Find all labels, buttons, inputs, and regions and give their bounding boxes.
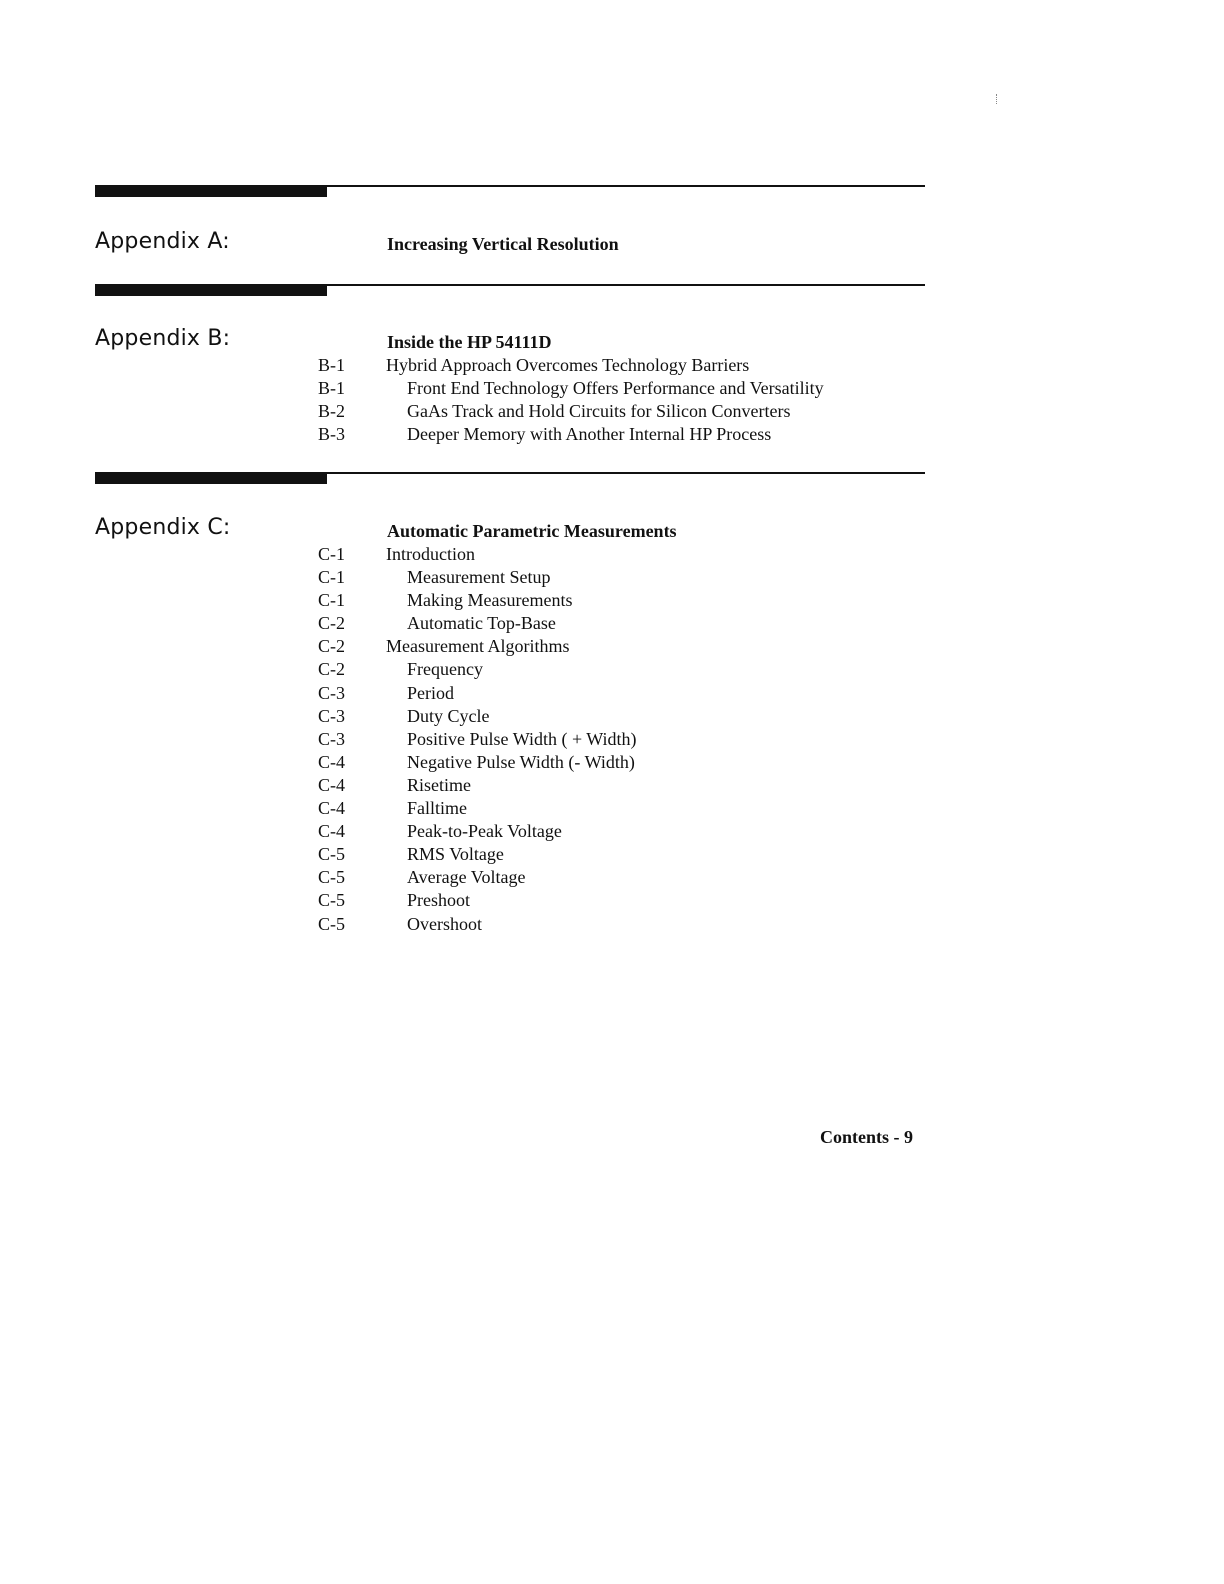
toc-entry — [0, 820, 1224, 843]
toc-page-number: B-2 — [318, 401, 345, 422]
toc-page-number: C-2 — [318, 659, 345, 680]
toc-page-number: C-2 — [318, 613, 345, 634]
toc-entry-title: Deeper Memory with Another Internal HP Process — [407, 424, 772, 445]
toc-page-number: C-5 — [318, 890, 345, 911]
appendix-c-entries — [0, 543, 1224, 936]
appendix-a-label: Appendix A: — [95, 229, 230, 254]
section-rule-b — [95, 284, 925, 296]
toc-entry — [0, 889, 1224, 912]
toc-entry — [0, 635, 1224, 658]
toc-entry-title: Front End Technology Offers Performance and Versatility — [407, 378, 824, 399]
toc-entry — [0, 913, 1224, 936]
toc-page-number: B-3 — [318, 424, 345, 445]
scan-speck — [996, 94, 998, 104]
toc-entry-title: Introduction — [386, 544, 475, 564]
rule-thick-bar — [95, 185, 327, 197]
toc-entry-title: GaAs Track and Hold Circuits for Silicon Converters — [407, 401, 791, 422]
toc-entry — [0, 728, 1224, 751]
toc-entry — [0, 377, 1224, 400]
toc-page-number: C-3 — [318, 705, 345, 726]
section-rule-a — [95, 185, 925, 197]
toc-page-number: C-5 — [318, 867, 345, 888]
toc-entry — [0, 658, 1224, 681]
toc-entry — [0, 589, 1224, 612]
toc-entry — [0, 423, 1224, 446]
toc-entry-title: Peak-to-Peak Voltage — [407, 821, 562, 842]
toc-page-number: B-1 — [318, 355, 345, 375]
toc-entry-title: Measurement Setup — [407, 567, 551, 588]
toc-page-number: C-3 — [318, 728, 345, 749]
toc-page-number: C-4 — [318, 821, 345, 842]
toc-page-number: C-5 — [318, 844, 345, 865]
toc-entry-title: Measurement Algorithms — [386, 636, 570, 657]
toc-entry-title: RMS Voltage — [407, 844, 504, 865]
appendix-a-title: Increasing Vertical Resolution — [387, 234, 619, 254]
toc-entry-title: Period — [407, 682, 454, 703]
toc-entry — [0, 751, 1224, 774]
toc-entry-title: Falltime — [407, 798, 467, 819]
toc-entry — [0, 705, 1224, 728]
toc-entry-title: Hybrid Approach Overcomes Technology Barriers — [386, 355, 750, 375]
toc-page-number: C-4 — [318, 798, 345, 819]
toc-entry-title: Overshoot — [407, 913, 482, 934]
appendix-c-title: Automatic Parametric Measurements — [387, 521, 677, 541]
toc-page-number: C-4 — [318, 774, 345, 795]
toc-entry-title: Frequency — [407, 659, 483, 680]
rule-thick-bar — [95, 472, 327, 484]
toc-page-number: C-1 — [318, 544, 345, 564]
toc-page-number: C-2 — [318, 636, 345, 657]
toc-entry — [0, 566, 1224, 589]
appendix-c-label: Appendix C: — [95, 515, 231, 540]
toc-entry-title: Risetime — [407, 774, 471, 795]
toc-entry — [0, 612, 1224, 635]
toc-page-number: C-4 — [318, 751, 345, 772]
toc-entry — [0, 797, 1224, 820]
toc-entry-title: Positive Pulse Width ( + Width) — [407, 728, 637, 749]
toc-page-number: C-5 — [318, 913, 345, 934]
appendix-b-entries — [0, 354, 1224, 446]
toc-page-number: C-1 — [318, 567, 345, 588]
toc-entry-title: Making Measurements — [407, 590, 573, 611]
toc-page-number: C-3 — [318, 682, 345, 703]
toc-entry — [0, 843, 1224, 866]
toc-entry — [0, 682, 1224, 705]
toc-entry — [0, 866, 1224, 889]
toc-page-number: B-1 — [318, 378, 345, 399]
page-footer: Contents - 9 — [820, 1127, 913, 1147]
toc-entry-title: Preshoot — [407, 890, 470, 911]
toc-entry — [0, 774, 1224, 797]
toc-entry-title: Average Voltage — [407, 867, 526, 888]
appendix-b-title: Inside the HP 54111D — [387, 332, 552, 352]
toc-entry-title: Duty Cycle — [407, 705, 490, 726]
toc-entry-title: Negative Pulse Width (- Width) — [407, 751, 635, 772]
appendix-b-label: Appendix B: — [95, 326, 231, 351]
toc-entry-title: Automatic Top-Base — [407, 613, 556, 634]
toc-entry — [0, 354, 1224, 377]
toc-page-number: C-1 — [318, 590, 345, 611]
toc-entry — [0, 543, 1224, 566]
toc-entry — [0, 400, 1224, 423]
section-rule-c — [95, 472, 925, 484]
rule-thick-bar — [95, 284, 327, 296]
